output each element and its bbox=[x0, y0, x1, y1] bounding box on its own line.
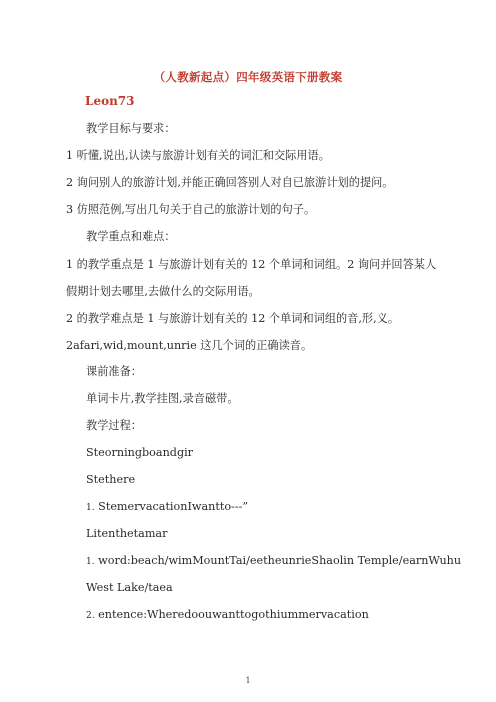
page-number: 1 bbox=[245, 676, 251, 685]
step-3-number: 1. bbox=[86, 503, 95, 513]
keypoint-1: 1 的教学重点是 1 与旅游计划有关的 12 个单词和词组。2 询问并回答某人假期计划去哪里,去做什么的交际用语。 bbox=[66, 258, 437, 298]
prep-text: 单词卡片,教学挂图,录音磁带。 bbox=[86, 392, 239, 405]
prep-heading: 课前准备： bbox=[86, 365, 142, 378]
author-name: Leon73 bbox=[85, 94, 135, 108]
step-2: Stethere bbox=[86, 473, 136, 486]
keypoint-2: 2 的教学难点是 1 与旅游计划有关的 12 个单词和词组的音,形,义。2afari,wid,mount,unrie 这几个词的正确读音。 bbox=[66, 312, 400, 352]
step-5-continued: West Lake/taea bbox=[86, 581, 173, 594]
step-3-text: StemervacationIwantto---” bbox=[98, 500, 249, 513]
objective-3: 3 仿照范例,写出几句关于自己的旅游计划的句子。 bbox=[66, 203, 316, 216]
objective-1: 1 听懂,说出,认读与旅游计划有关的词汇和交际用语。 bbox=[66, 149, 330, 162]
keypoints-heading: 教学重点和难点： bbox=[86, 230, 176, 243]
document-title: （人教新起点）四年级英语下册教案 bbox=[153, 70, 343, 84]
step-5 bbox=[86, 553, 461, 570]
step-3 bbox=[86, 499, 248, 516]
objective-2: 2 询问别人的旅游计划,并能正确回答别人对自已旅游计划的提问。 bbox=[66, 176, 394, 189]
step-6-text: entence:Wheredoouwanttogothiummervacation bbox=[98, 608, 369, 621]
step-4: Litenthetamar bbox=[86, 527, 168, 540]
step-6 bbox=[86, 607, 369, 624]
process-heading: 教学过程： bbox=[86, 419, 142, 432]
step-1: Steorningboandgir bbox=[86, 446, 194, 459]
objectives-heading: 教学目标与要求： bbox=[86, 122, 176, 135]
step-6-number: 2. bbox=[86, 611, 95, 621]
step-5-text: word:beach/wimMountTai/eetheunrieShaolin Temple/earnWuhu bbox=[98, 554, 462, 567]
step-5-number: 1. bbox=[86, 557, 95, 567]
